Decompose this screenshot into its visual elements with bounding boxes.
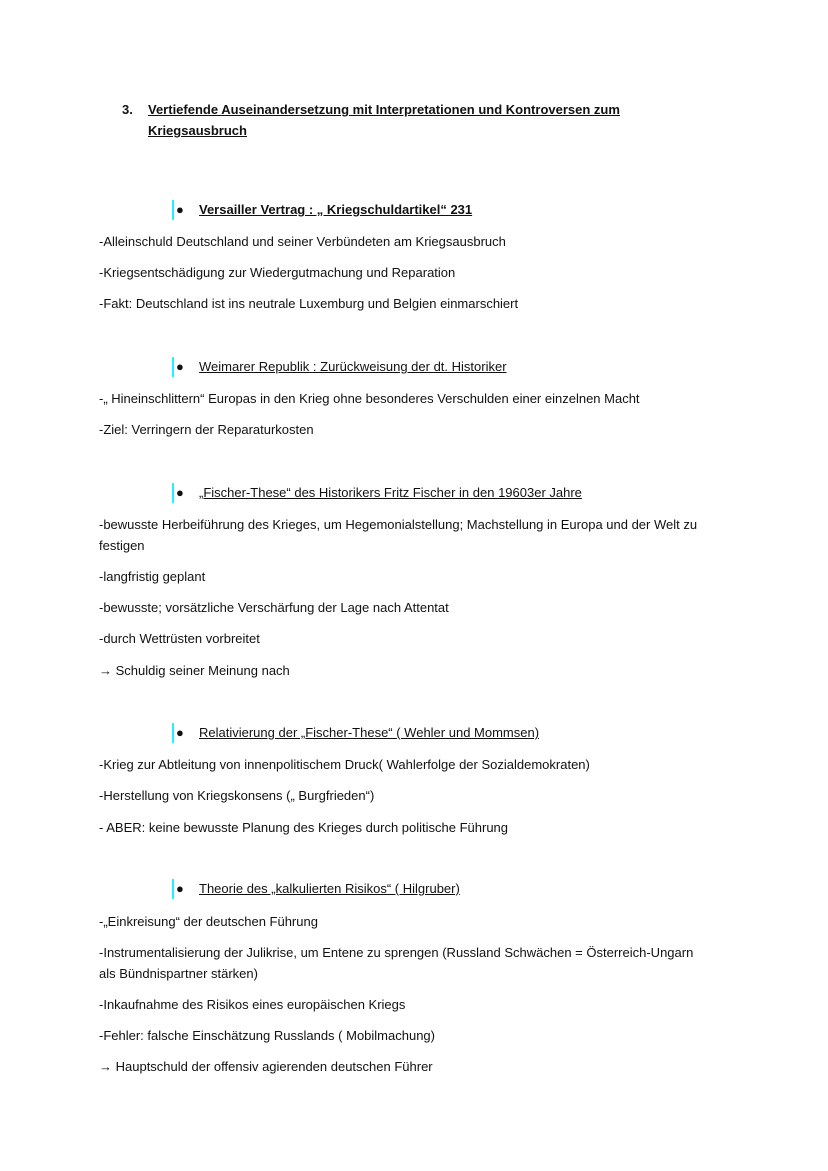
heading-text: Theorie des „kalkulierten Risikos“ ( Hilgruber) bbox=[199, 881, 460, 896]
text-line: -bewusste; vorsätzliche Verschärfung der Lage nach Attentat bbox=[99, 600, 449, 615]
text-line: -Fehler: falsche Einschätzung Russlands ( Mobilmachung) bbox=[99, 1028, 435, 1043]
text-line: -„ Hineinschlittern“ Europas in den Krieg ohne besonderes Verschulden einer einzelnen Macht bbox=[99, 391, 640, 406]
heading-fischer-these bbox=[172, 483, 582, 503]
bullet-icon: ● bbox=[176, 725, 184, 740]
bullet-icon: ● bbox=[176, 359, 184, 374]
text-line: -bewusste Herbeiführung des Krieges, um Hegemonialstellung; Machstellung in Europa und der Welt zu festigen bbox=[99, 517, 698, 553]
text-line: - ABER: keine bewusste Planung des Krieges durch politische Führung bbox=[99, 820, 509, 835]
heading-text: Relativierung der „Fischer-These“ ( Wehler und Mommsen) bbox=[199, 725, 540, 740]
heading-kalkuliertes-risiko bbox=[172, 879, 460, 899]
text-line: -„Einkreisung“ der deutschen Führung bbox=[99, 914, 318, 929]
text-line: → Hauptschuld der offensiv agierenden deutschen Führer bbox=[99, 1059, 433, 1074]
text-line: -Inkaufnahme des Risikos eines europäischen Kriegs bbox=[99, 997, 406, 1012]
heading-versailles bbox=[172, 200, 473, 220]
bullet-icon: ● bbox=[176, 202, 184, 217]
text-line: -Kriegsentschädigung zur Wiedergutmachung und Reparation bbox=[99, 265, 456, 280]
text-line: -Herstellung von Kriegskonsens („ Burgfrieden“) bbox=[99, 788, 375, 803]
heading-relativierung bbox=[172, 723, 540, 743]
text-line: → Schuldig seiner Meinung nach bbox=[99, 663, 290, 678]
text-line: -durch Wettrüsten vorbreitet bbox=[99, 631, 260, 646]
section-title-text: Vertiefende Auseinandersetzung mit Interpretationen und Kontroversen zum Kriegsausbruch bbox=[148, 102, 620, 138]
text-line: -Fakt: Deutschland ist ins neutrale Luxemburg und Belgien einmarschiert bbox=[99, 296, 519, 311]
heading-text: „Fischer-These“ des Historikers Fritz Fischer in den 19603er Jahre bbox=[199, 485, 582, 500]
text-line: -Instrumentalisierung der Julikrise, um Entene zu sprengen (Russland Schwächen = Österreich-Ungarn als Bündnispartner stärken) bbox=[99, 945, 694, 981]
heading-text: Weimarer Republik : Zurückweisung der dt. Historiker bbox=[199, 359, 507, 374]
text-line: -Ziel: Verringern der Reparaturkosten bbox=[99, 422, 314, 437]
heading-weimar bbox=[172, 357, 507, 377]
text-line: -Alleinschuld Deutschland und seiner Verbündeten am Kriegsausbruch bbox=[99, 234, 506, 249]
section-number: 3. bbox=[122, 102, 133, 117]
heading-text: Versailler Vertrag : „ Kriegschuldartikel“ 231 bbox=[199, 202, 473, 217]
bullet-icon: ● bbox=[176, 485, 184, 500]
text-line: -langfristig geplant bbox=[99, 569, 206, 584]
bullet-icon: ● bbox=[176, 881, 184, 896]
text-line: -Krieg zur Abtleitung von innenpolitischem Druck( Wahlerfolge der Sozialdemokraten) bbox=[99, 757, 590, 772]
